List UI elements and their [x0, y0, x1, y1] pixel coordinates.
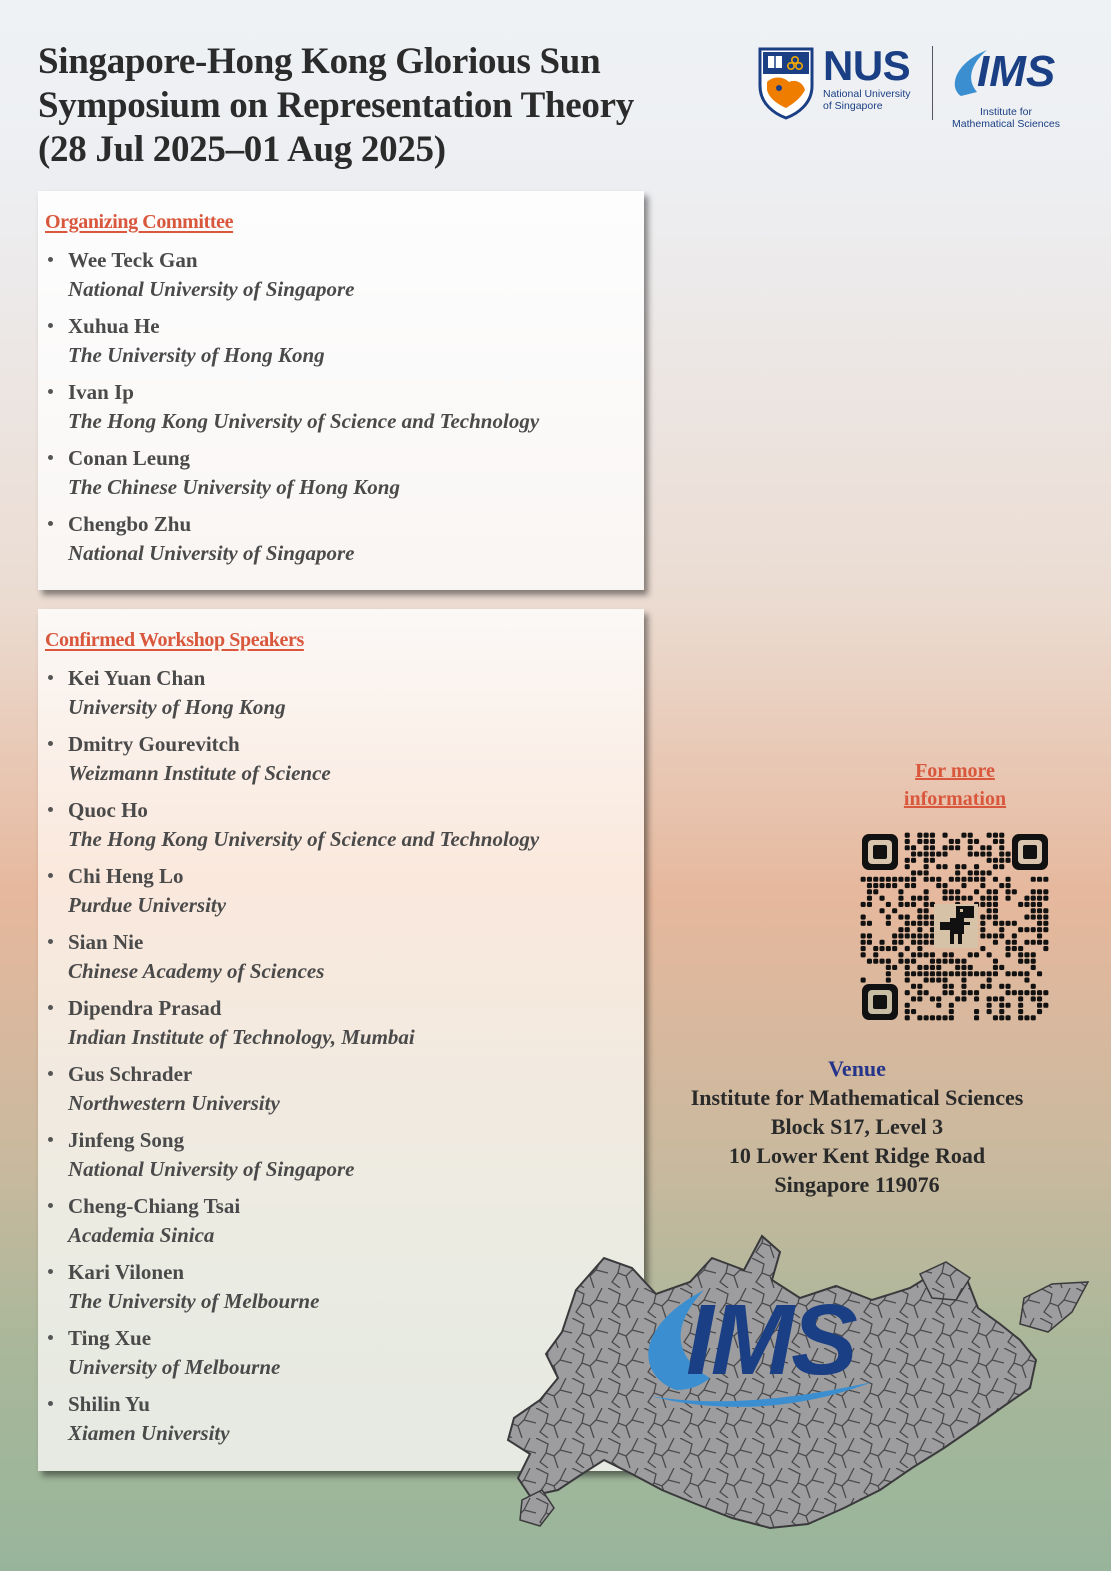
speaker-institution: The University of Melbourne	[68, 1289, 320, 1313]
speaker-name: Dipendra Prasad	[68, 996, 222, 1020]
qr-code[interactable]	[860, 832, 1050, 1022]
member-institution: National University of Singapore	[68, 541, 355, 565]
speaker-name: Ting Xue	[68, 1326, 152, 1350]
member-name: Chengbo Zhu	[68, 512, 192, 536]
speaker-name: Cheng-Chiang Tsai	[68, 1194, 241, 1218]
speaker-name: Kari Vilonen	[68, 1260, 185, 1284]
member-name: Xuhua He	[68, 314, 160, 338]
logo-divider	[932, 46, 933, 120]
speaker-institution: Academia Sinica	[68, 1223, 215, 1247]
title-line-3: (28 Jul 2025–01 Aug 2025)	[38, 129, 446, 170]
member-name: Wee Teck Gan	[68, 248, 198, 272]
speaker-item	[45, 730, 624, 788]
nus-sub-line-2: of Singapore	[823, 100, 883, 112]
more-info-line-1: For more	[915, 760, 995, 782]
speaker-institution: Indian Institute of Technology, Mumbai	[68, 1025, 415, 1049]
speaker-item	[45, 1060, 624, 1118]
speaker-item	[45, 994, 624, 1052]
member-institution: The Hong Kong University of Science and Technology	[68, 409, 540, 433]
nus-sub-line-1: National University	[823, 88, 911, 100]
nus-crest-icon	[757, 46, 815, 120]
speaker-institution: Chinese Academy of Sciences	[68, 959, 325, 983]
venue-line-3: 10 Lower Kent Ridge Road	[728, 1143, 986, 1168]
ims-sub-line-2: Mathematical Sciences	[952, 118, 1060, 130]
ims-logo-word: IMS	[977, 47, 1056, 96]
nus-subtitle	[823, 88, 933, 112]
dinosaur-icon	[934, 904, 978, 948]
speaker-name: Sian Nie	[68, 930, 144, 954]
ims-subtitle	[947, 106, 1065, 130]
map-ims-word: IMS	[686, 1284, 855, 1396]
speaker-name: Shilin Yu	[68, 1392, 150, 1416]
speaker-institution: University of Hong Kong	[68, 695, 286, 719]
committee-member	[45, 510, 624, 568]
venue-line-4: Singapore 119076	[774, 1172, 940, 1197]
speaker-institution: University of Melbourne	[68, 1355, 281, 1379]
member-institution: National University of Singapore	[68, 277, 355, 301]
more-info-line-2: information	[903, 788, 1007, 810]
speaker-institution: Xiamen University	[68, 1421, 230, 1445]
organizing-committee-list	[45, 246, 624, 568]
title-line-1: Singapore-Hong Kong Glorious Sun	[38, 41, 601, 82]
venue-line-2: Block S17, Level 3	[770, 1114, 944, 1139]
workshop-speakers-heading: Confirmed Workshop Speakers	[45, 629, 304, 651]
speaker-item	[45, 1126, 624, 1184]
speaker-institution: National University of Singapore	[68, 1157, 355, 1181]
organizing-committee-heading: Organizing Committee	[45, 211, 234, 233]
committee-member	[45, 246, 624, 304]
speaker-item	[45, 862, 624, 920]
singapore-map-graphic	[500, 1228, 1100, 1538]
speaker-item	[45, 928, 624, 986]
more-information-link[interactable]	[870, 757, 1040, 813]
poster-title	[38, 40, 634, 172]
speaker-institution: Northwestern University	[68, 1091, 280, 1115]
speaker-name: Kei Yuan Chan	[68, 666, 206, 690]
member-institution: The University of Hong Kong	[68, 343, 325, 367]
committee-member	[45, 312, 624, 370]
speaker-institution: Weizmann Institute of Science	[68, 761, 331, 785]
speaker-name: Gus Schrader	[68, 1062, 193, 1086]
member-institution: The Chinese University of Hong Kong	[68, 475, 400, 499]
organizing-committee-panel	[38, 191, 644, 590]
speaker-institution: Purdue University	[68, 893, 227, 917]
header-logos	[757, 38, 1077, 128]
ims-sub-line-1: Institute for	[980, 106, 1032, 118]
ims-logo-icon	[947, 40, 1065, 104]
member-name: Ivan Ip	[68, 380, 134, 404]
nus-wordmark: NUS	[823, 42, 911, 89]
speaker-item	[45, 796, 624, 854]
speaker-item	[45, 664, 624, 722]
speaker-name: Quoc Ho	[68, 798, 148, 822]
committee-member	[45, 378, 624, 436]
speaker-institution: The Hong Kong University of Science and Technology	[68, 827, 540, 851]
speaker-name: Dmitry Gourevitch	[68, 732, 240, 756]
venue-block	[640, 1054, 1074, 1199]
member-name: Conan Leung	[68, 446, 190, 470]
venue-line-1: Institute for Mathematical Sciences	[690, 1085, 1024, 1110]
title-line-2: Symposium on Representation Theory	[38, 85, 634, 126]
committee-member	[45, 444, 624, 502]
venue-label: Venue	[828, 1056, 886, 1081]
speaker-name: Jinfeng Song	[68, 1128, 185, 1152]
speaker-name: Chi Heng Lo	[68, 864, 184, 888]
